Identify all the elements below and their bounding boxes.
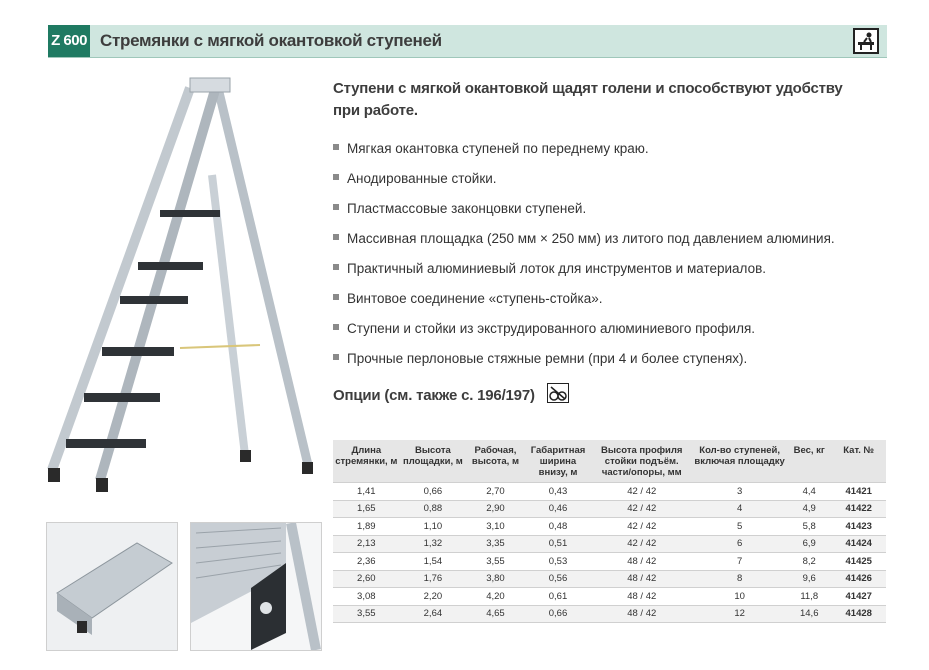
spec-table: [333, 440, 886, 623]
bullet-icon: [333, 294, 339, 300]
table-row: 1,89 1,10 3,10 0,48 42 / 42 5 5,8 41423: [333, 518, 886, 536]
bullet-icon: [333, 264, 339, 270]
table-row: 2,36 1,54 3,55 0,53 48 / 42 7 8,2 41425: [333, 553, 886, 571]
list-item: Анодированные стойки.: [333, 168, 835, 198]
thumbnail-tray-detail: [46, 522, 178, 651]
workplace-icon: [853, 28, 879, 54]
list-item: Прочные перлоновые стяжные ремни (при 4 и более ступенях).: [333, 348, 835, 378]
column-header: Габаритная ширина внизу, м: [525, 440, 592, 483]
intro-text: Ступени с мягкой окантовкой щадят голени и способствуют удобству при работе.: [333, 80, 843, 119]
column-header: Высота площадки, м: [400, 440, 467, 483]
list-item: Мягкая окантовка ступеней по переднему краю.: [333, 138, 835, 168]
list-item: Ступени и стойки из экструдированного алюминиевого профиля.: [333, 318, 835, 348]
table-header-row: [333, 440, 886, 483]
list-item: Практичный алюминиевый лоток для инструментов и материалов.: [333, 258, 835, 288]
column-header: Рабочая, высота, м: [466, 440, 525, 483]
bullet-icon: [333, 144, 339, 150]
bullet-icon: [333, 234, 339, 240]
thumbnail-step-detail: [190, 522, 322, 651]
column-header: Кол-во ступеней, включая площадку: [692, 440, 787, 483]
bullet-icon: [333, 354, 339, 360]
page-title: Стремянки с мягкой окантовкой ступеней: [100, 31, 442, 50]
column-header: Кат. №: [831, 440, 886, 483]
feature-list: [333, 138, 835, 378]
table-row: 1,41 0,66 2,70 0,43 42 / 42 3 4,4 41421: [333, 483, 886, 501]
bullet-icon: [333, 204, 339, 210]
ladder-photo: [40, 70, 325, 510]
column-header: Вес, кг: [787, 440, 831, 483]
table-row: 2,13 1,32 3,35 0,51 42 / 42 6 6,9 41424: [333, 535, 886, 553]
bullet-icon: [333, 324, 339, 330]
table-row: 3,08 2,20 4,20 0,61 48 / 42 10 11,8 41427: [333, 588, 886, 606]
table-row: 1,65 0,88 2,90 0,46 42 / 42 4 4,9 41422: [333, 500, 886, 518]
table-row: 2,60 1,76 3,80 0,56 48 / 42 8 9,6 41426: [333, 570, 886, 588]
column-header: Высота профиля стойки подъём. части/опоры, мм: [591, 440, 692, 483]
list-item: Винтовое соединение «ступень-стойка».: [333, 288, 835, 318]
product-code-badge: Z 600: [48, 25, 90, 57]
column-header: Длина стремянки, м: [333, 440, 400, 483]
options-heading: Опции (см. также с. 196/197): [333, 386, 569, 406]
accessory-icon: [547, 383, 569, 403]
table-row: 3,55 2,64 4,65 0,66 48 / 42 12 14,6 41428: [333, 605, 886, 623]
list-item: Массивная площадка (250 мм × 250 мм) из литого под давлением алюминия.: [333, 228, 835, 258]
list-item: Пластмассовые законцовки ступеней.: [333, 198, 835, 228]
header-band: [48, 25, 887, 58]
bullet-icon: [333, 174, 339, 180]
